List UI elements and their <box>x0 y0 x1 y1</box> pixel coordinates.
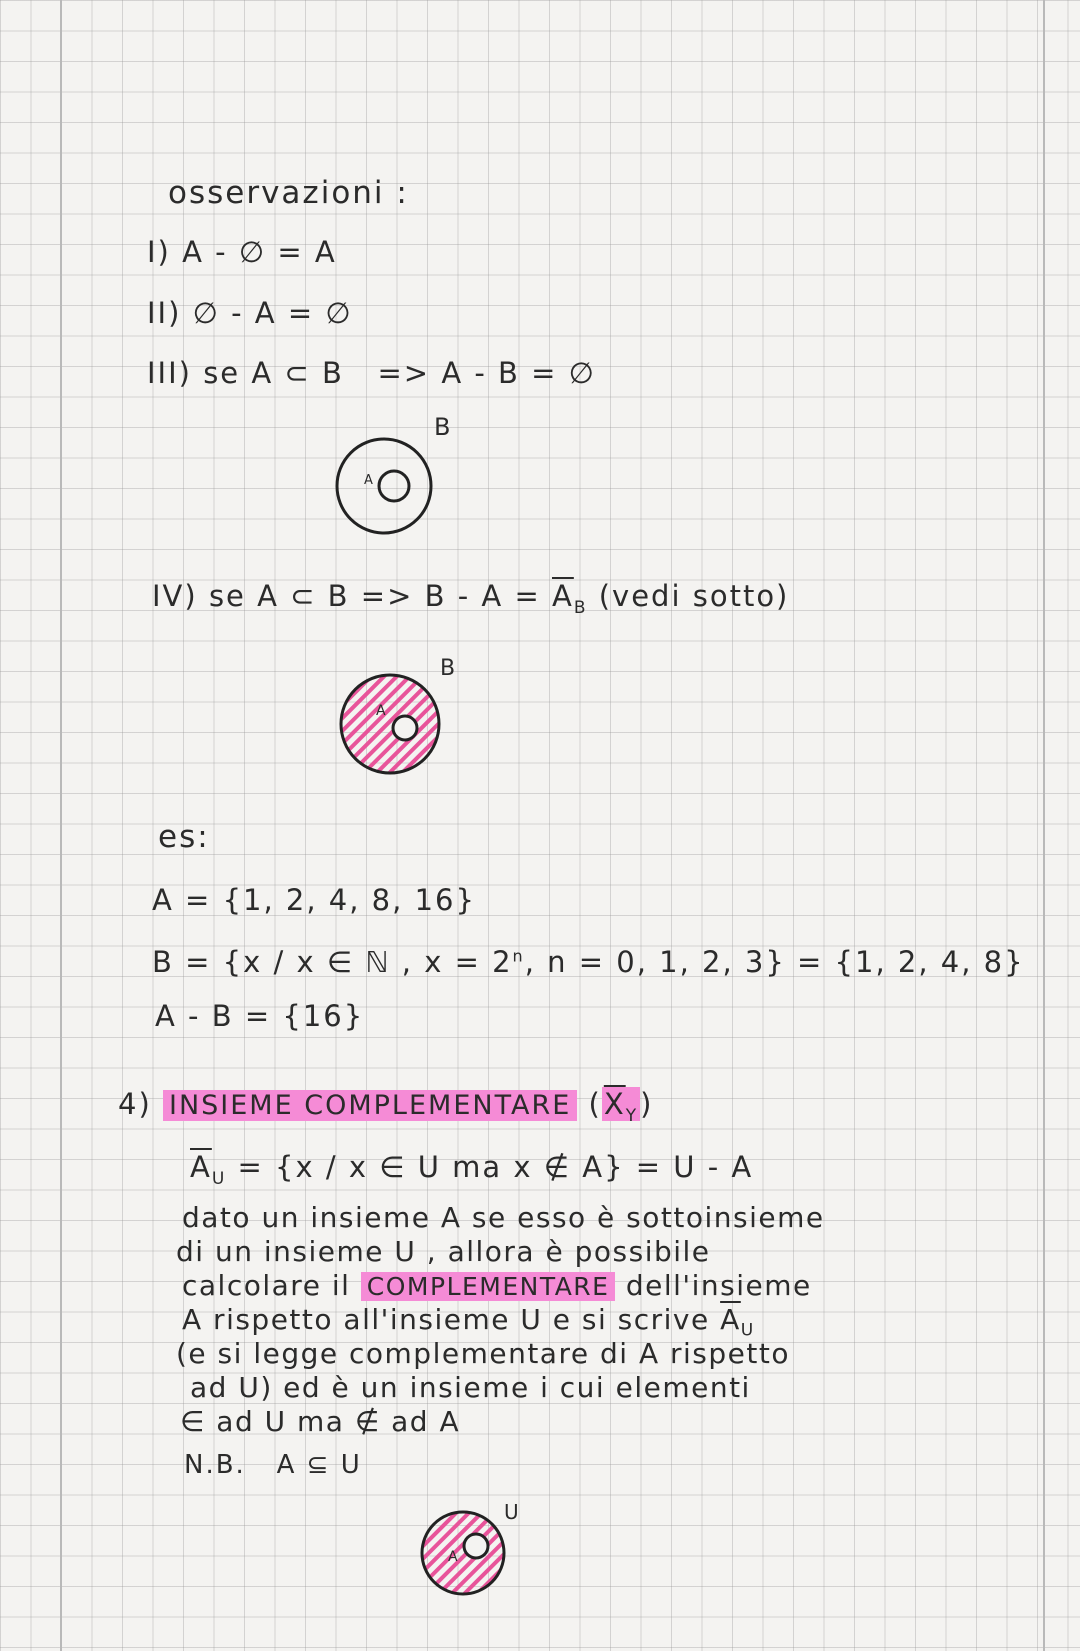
set-a-circle <box>379 471 409 501</box>
paragraph-line-1: dato un insieme A se esso è sottoinsieme <box>182 1201 825 1234</box>
heading-highlight: INSIEME COMPLEMENTARE <box>163 1090 577 1121</box>
difference-diagram <box>330 664 450 784</box>
paragraph-line-2: di un insieme U , allora è possibile <box>176 1235 711 1268</box>
observation-4 <box>152 579 790 618</box>
subset-diagram <box>326 428 446 548</box>
example-set-a: A = {1, 2, 4, 8, 16} <box>152 883 476 917</box>
obs-num: I) <box>147 235 171 269</box>
observation-3 <box>147 356 596 390</box>
paragraph-line-7: ∈ ad U ma ∉ ad A <box>180 1405 461 1438</box>
complement-y: Y <box>625 1105 639 1126</box>
section-number: 4) <box>118 1087 152 1121</box>
diagram1-inner-label: A <box>364 473 375 488</box>
complement-diagram <box>419 1509 519 1609</box>
exponent: n <box>512 946 525 966</box>
paragraph-line-3 <box>182 1269 812 1302</box>
set-a-circle <box>464 1534 488 1558</box>
set-b-circle <box>337 439 431 533</box>
obs-num: III) <box>147 356 192 390</box>
diagram1-outer-label: B <box>434 413 453 441</box>
right-margin-line <box>1043 0 1045 1651</box>
line-text-after: dell'insieme <box>625 1269 812 1302</box>
observation-1 <box>147 235 337 269</box>
obs-text: se A ⊂ B <box>203 356 344 390</box>
def-text: = {x / x ∈ U ma x ∉ A} = U - A <box>237 1150 754 1184</box>
set-b-hatched <box>341 675 439 773</box>
obs-num: II) <box>147 296 182 330</box>
obs-text: ∅ - A = ∅ <box>192 296 353 330</box>
observation-3-result: => A - B = ∅ <box>377 356 596 390</box>
paragraph-line-5: (e si legge complementare di A rispetto <box>176 1337 790 1370</box>
obs-text: A - ∅ = A <box>182 235 337 269</box>
example-difference: A - B = {16} <box>155 999 365 1033</box>
def-symbol: $\overline{A}$ <box>190 1150 212 1184</box>
section-title: osservazioni : <box>168 175 409 211</box>
set-u-hatched <box>422 1512 504 1594</box>
complement-subscript: B <box>573 597 588 618</box>
complementare-highlight: COMPLEMENTARE <box>361 1272 616 1301</box>
nb-text: A ⊆ U <box>276 1450 362 1480</box>
obs-num: IV) <box>152 579 198 613</box>
example-set-b <box>152 945 1025 979</box>
set-a-circle <box>393 716 417 740</box>
set-b-values: , n = 0, 1, 2, 3} = {1, 2, 4, 8} <box>524 945 1025 979</box>
section-4-heading: 4) INSIEME COMPLEMENTARE $(\overline{X}_Y)$ <box>118 1087 654 1126</box>
diagram2-outer-label: B <box>440 656 458 681</box>
observation-2 <box>147 296 353 330</box>
paragraph-line-6: ad U) ed è un insieme i cui elementi <box>190 1371 751 1404</box>
left-margin-line <box>60 0 62 1651</box>
example-label: es: <box>158 819 210 855</box>
obs-text: se A ⊂ B => B - A = <box>208 579 552 613</box>
obs-note: (vedi sotto) <box>598 579 790 613</box>
line-text: calcolare il <box>182 1269 351 1302</box>
def-subscript: U <box>211 1168 227 1189</box>
diagram2-inner-label: A <box>376 703 388 719</box>
complement-definition <box>190 1150 754 1189</box>
paragraph-line-4 <box>182 1303 755 1341</box>
scrive-subscript: U <box>740 1320 755 1341</box>
scrive-symbol: $\overline{A}$ <box>720 1303 741 1336</box>
set-b-definition: B = {x / x ∈ ℕ , x = 2 <box>152 945 513 979</box>
line-text: A rispetto all'insieme U e si scrive <box>182 1303 710 1336</box>
nb-note <box>184 1452 362 1478</box>
diagram3-outer-label: U <box>504 1500 521 1524</box>
diagram3-inner-label: A <box>448 1549 460 1565</box>
nb-label: N.B. <box>184 1450 246 1480</box>
heading-symbol <box>602 1087 640 1126</box>
complement-symbol: $\overline{A}$ <box>551 579 574 613</box>
complement-x: $\overline{X}$ <box>603 1087 626 1121</box>
